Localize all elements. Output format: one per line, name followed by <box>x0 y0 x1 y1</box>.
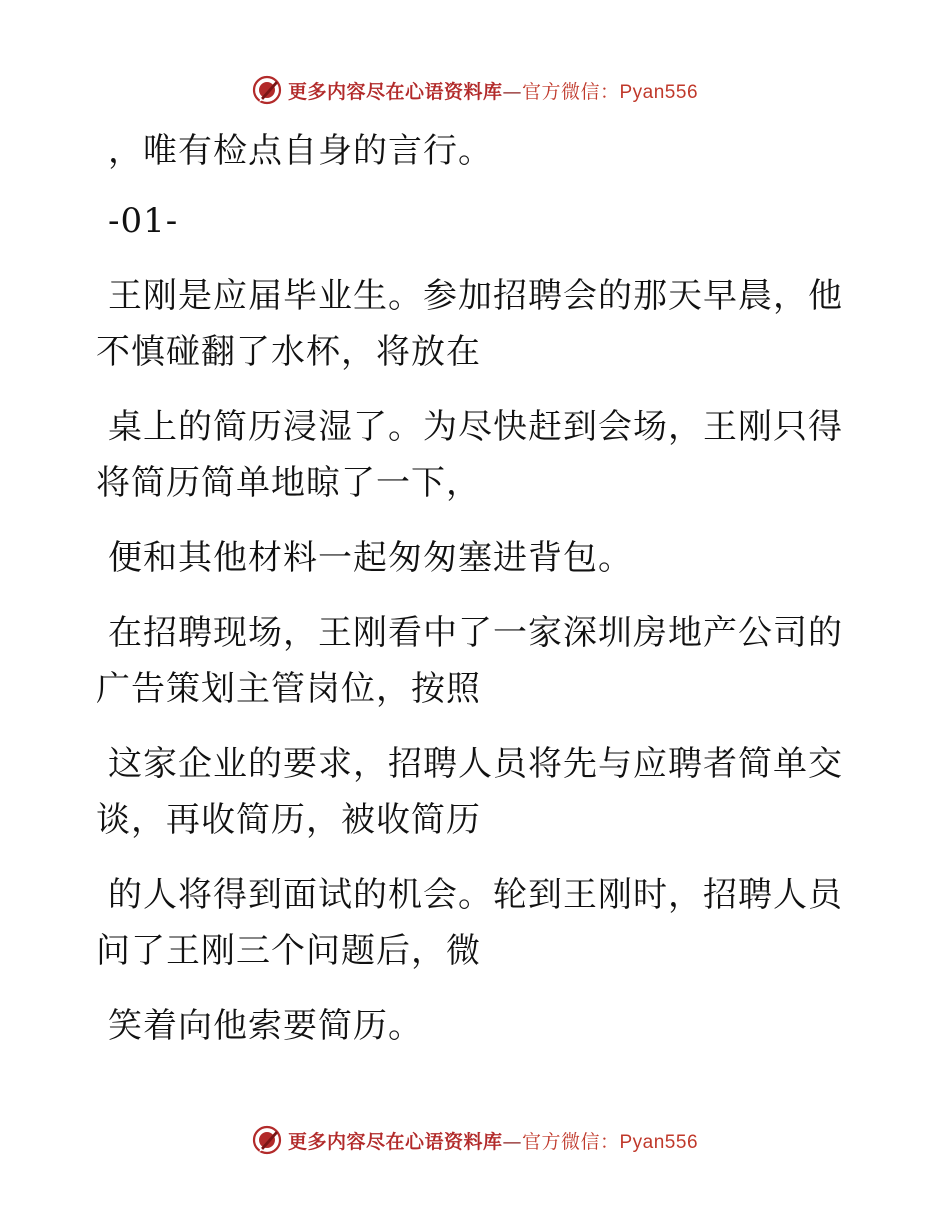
header-banner <box>0 70 950 110</box>
banner-wechat-label: 官方微信： <box>521 1130 620 1153</box>
body-line: 不慎碰翻了水杯，将放在 <box>96 332 481 372</box>
footer-banner <box>0 1120 950 1160</box>
body-line: 便和其他材料一起匆匆塞进背包。 <box>108 538 633 578</box>
banner-text <box>288 1127 698 1154</box>
body-line: 王刚是应届毕业生。参加招聘会的那天早晨，他 <box>108 276 843 316</box>
pen-logo-icon <box>252 75 282 105</box>
banner-wechat-label: 官方微信： <box>521 80 620 103</box>
body-line: 这家企业的要求，招聘人员将先与应聘者简单交 <box>108 744 843 784</box>
body-line: 桌上的简历浸湿了。为尽快赶到会场，王刚只得 <box>108 407 843 447</box>
body-line: 广告策划主管岗位，按照 <box>96 669 481 709</box>
body-line: 问了王刚三个问题后，微 <box>96 931 481 971</box>
banner-main-text: 更多内容尽在心语资料库 <box>287 1130 503 1153</box>
body-line: ，唯有检点自身的言行。 <box>108 131 493 171</box>
pen-logo-icon <box>252 1125 282 1155</box>
body-line: 的人将得到面试的机会。轮到王刚时，招聘人员 <box>108 875 843 915</box>
banner-wechat-id: Pyan556 <box>619 81 699 103</box>
body-line: 笑着向他索要简历。 <box>108 1006 423 1046</box>
body-line: 将简历简单地晾了一下， <box>96 463 481 503</box>
section-marker: -01- <box>108 201 179 241</box>
banner-dash: — <box>502 80 522 103</box>
banner-main-text: 更多内容尽在心语资料库 <box>287 80 503 103</box>
banner-text <box>288 77 698 104</box>
banner-dash: — <box>502 1130 522 1153</box>
body-line: 谈，再收简历，被收简历 <box>96 800 481 840</box>
banner-wechat-id: Pyan556 <box>619 1131 699 1153</box>
body-line: 在招聘现场，王刚看中了一家深圳房地产公司的 <box>108 613 843 653</box>
